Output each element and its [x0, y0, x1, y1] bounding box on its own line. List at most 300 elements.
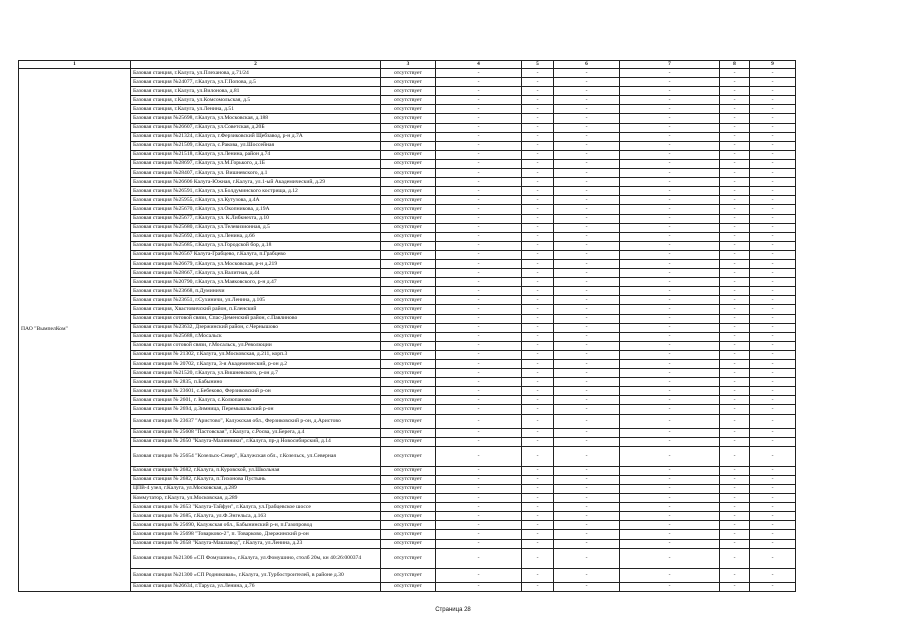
table-row [19, 178, 796, 187]
dash-cell: - [620, 428, 720, 437]
dash-cell: - [720, 568, 750, 582]
table-row [19, 350, 796, 359]
dash-cell: - [620, 278, 720, 287]
dash-cell: - [554, 123, 620, 132]
dash-cell: - [436, 428, 522, 437]
table-row [19, 196, 796, 205]
dash-cell: - [522, 178, 554, 187]
object-description: Базовая станция №21324, г.Калуга, г.Ферзиковский Щебзавод, р-н д.7А [131, 132, 381, 141]
dash-cell: - [620, 446, 720, 466]
object-description: Базовая станция №24077, г.Калуга, ул.Г.Попова, д.5 [131, 78, 381, 87]
dash-cell: - [720, 278, 750, 287]
table-row [19, 269, 796, 278]
dash-cell: - [554, 132, 620, 141]
dash-cell: - [620, 323, 720, 332]
dash-cell: - [554, 378, 620, 387]
dash-cell: - [750, 169, 796, 178]
dash-cell: - [620, 187, 720, 196]
dash-cell: - [720, 250, 750, 259]
dash-cell: - [750, 187, 796, 196]
dash-cell: - [554, 387, 620, 396]
dash-cell: - [522, 484, 554, 493]
object-description: Базовая станция №25677, г.Калуга, ул. К.Либкнехта, д.10 [131, 214, 381, 223]
dash-cell: - [554, 150, 620, 159]
dash-cell: - [620, 296, 720, 305]
dash-cell: - [436, 521, 522, 530]
dash-cell: - [436, 69, 522, 78]
dash-cell: - [522, 582, 554, 591]
table-row [19, 278, 796, 287]
status-cell: отсутствует [381, 241, 436, 250]
status-cell: отсутствует [381, 296, 436, 305]
dash-cell: - [620, 259, 720, 268]
status-cell: отсутствует [381, 132, 436, 141]
dash-cell: - [750, 378, 796, 387]
dash-cell: - [554, 178, 620, 187]
status-cell: отсутствует [381, 369, 436, 378]
dash-cell: - [522, 287, 554, 296]
dash-cell: - [750, 539, 796, 548]
object-description: Базовая станция, г.Калуга, ул.Ленина, д.51 [131, 105, 381, 114]
dash-cell: - [436, 96, 522, 105]
dash-cell: - [554, 314, 620, 323]
dash-cell: - [436, 494, 522, 503]
table-row [19, 123, 796, 132]
table-row [19, 169, 796, 178]
dash-cell: - [522, 414, 554, 428]
status-cell: отсутствует [381, 446, 436, 466]
table-row [19, 87, 796, 96]
header-cell: 8 [720, 61, 750, 69]
dash-cell: - [720, 187, 750, 196]
table-row [19, 414, 796, 428]
status-cell: отсутствует [381, 387, 436, 396]
object-description: Базовая станция №23668, п.Думиничи [131, 287, 381, 296]
dash-cell: - [750, 530, 796, 539]
object-description: Базовая станция № 25690, Калужская обл., Бабынинский р-н, п.Газопровод [131, 521, 381, 530]
object-description: Базовая станция сотовой связи, г.Мосальск, ул.Революции [131, 341, 381, 350]
dash-cell: - [750, 521, 796, 530]
dash-cell: - [620, 539, 720, 548]
object-description: Базовая станция № 25698 "Товарково-2", п. Товарково, Дзержинский р-он [131, 530, 381, 539]
dash-cell: - [522, 314, 554, 323]
dash-cell: - [720, 296, 750, 305]
status-cell: отсутствует [381, 169, 436, 178]
table-row [19, 396, 796, 405]
object-description: Базовая станция сотовой связи, Спас-Деменский район, с.Павлиново [131, 314, 381, 323]
table-row [19, 305, 796, 314]
dash-cell: - [554, 159, 620, 168]
dash-cell: - [436, 350, 522, 359]
dash-cell: - [436, 259, 522, 268]
dash-cell: - [620, 159, 720, 168]
dash-cell: - [554, 187, 620, 196]
dash-cell: - [554, 341, 620, 350]
dash-cell: - [554, 105, 620, 114]
dash-cell: - [436, 437, 522, 446]
dash-cell: - [436, 530, 522, 539]
dash-cell: - [522, 296, 554, 305]
table-row [19, 96, 796, 105]
table-row [19, 314, 796, 323]
object-description: Базовая станция №28697, г.Калуга, ул.М.Горького, д.1Б [131, 159, 381, 168]
status-cell: отсутствует [381, 360, 436, 369]
dash-cell: - [750, 105, 796, 114]
status-cell: отсутствует [381, 232, 436, 241]
dash-cell: - [720, 582, 750, 591]
dash-cell: - [522, 332, 554, 341]
status-cell: отсутствует [381, 437, 436, 446]
dash-cell: - [620, 287, 720, 296]
dash-cell: - [436, 269, 522, 278]
dash-cell: - [750, 296, 796, 305]
dash-cell: - [522, 530, 554, 539]
header-cell: 7 [620, 61, 720, 69]
dash-cell: - [522, 378, 554, 387]
status-cell: отсутствует [381, 323, 436, 332]
dash-cell: - [620, 178, 720, 187]
object-description: Базовая станция № 25654 "Козельск-Север", Калужская обл., г.Козельск, ул.Северная [131, 446, 381, 466]
table-row [19, 428, 796, 437]
status-cell: отсутствует [381, 568, 436, 582]
object-description: Базовая станция, г.Калуга, ул.Вилонова, д.81 [131, 87, 381, 96]
dash-cell: - [554, 69, 620, 78]
dash-cell: - [522, 250, 554, 259]
object-description: Базовая станция №25680, г.Калуга, ул.Телевизионная, д.5 [131, 223, 381, 232]
dash-cell: - [620, 241, 720, 250]
dash-cell: - [436, 378, 522, 387]
object-description: Базовая станция №21306 «СП Фомушино», г.Калуга, ул.Фомушино, столб 20м, кн 40:26:000374 [131, 548, 381, 568]
dash-cell: - [554, 78, 620, 87]
object-description: Базовая станция №23651, г.Сухиничи, ул.Ленина, д.105 [131, 296, 381, 305]
object-description: Коммутатор, г.Калуга, ул.Московская, д.289 [131, 494, 381, 503]
dash-cell: - [554, 475, 620, 484]
object-description: Базовая станция №26567 Калуга-Грабцево, г.Калуга, п.Грабцево [131, 250, 381, 259]
object-description: Базовая станция, Хвастовичский район, п.Еленский [131, 305, 381, 314]
dash-cell: - [750, 259, 796, 268]
dash-cell: - [436, 548, 522, 568]
object-description: Базовая станция №26606 Калуга-Южная, г.Калуга, ул.1-ый Академический, д.29 [131, 178, 381, 187]
object-description: Базовая станция №26679, г.Калуга, ул.Московская, р-н д.219 [131, 259, 381, 268]
header-cell: 4 [436, 61, 522, 69]
dash-cell: - [554, 296, 620, 305]
page-number: Страница 28 [435, 607, 471, 613]
table-row [19, 187, 796, 196]
dash-cell: - [720, 141, 750, 150]
dash-cell: - [522, 396, 554, 405]
object-description: Базовая станция № 2653 "Калуга-Тайфун", г.Калуга, ул.Грабцевское шоссе [131, 503, 381, 512]
dash-cell: - [720, 178, 750, 187]
dash-cell: - [436, 360, 522, 369]
dash-cell: - [620, 205, 720, 214]
dash-cell: - [436, 296, 522, 305]
object-description: Базовая станция №28667, г.Калуга, ул.Валитная, д.44 [131, 269, 381, 278]
dash-cell: - [750, 568, 796, 582]
dash-cell: - [522, 187, 554, 196]
dash-cell: - [522, 369, 554, 378]
dash-cell: - [720, 360, 750, 369]
object-description: Базовая станция №25685, г.Калуга, ул.Городской бор, д.18 [131, 241, 381, 250]
status-cell: отсутствует [381, 484, 436, 493]
dash-cell: - [522, 568, 554, 582]
table-row [19, 159, 796, 168]
dash-cell: - [720, 169, 750, 178]
object-description: ЦПВ-4 узел, г.Калуга, ул.Московская, д.289 [131, 484, 381, 493]
table-row [19, 521, 796, 530]
dash-cell: - [620, 223, 720, 232]
dash-cell: - [554, 250, 620, 259]
dash-cell: - [620, 269, 720, 278]
table-row [19, 387, 796, 396]
dash-cell: - [720, 232, 750, 241]
dash-cell: - [522, 341, 554, 350]
object-description: Базовая станция №23632, Дзержинский район, с.Чернышово [131, 323, 381, 332]
status-cell: отсутствует [381, 530, 436, 539]
table-row [19, 141, 796, 150]
table-row [19, 214, 796, 223]
status-cell: отсутствует [381, 512, 436, 521]
dash-cell: - [554, 232, 620, 241]
dash-cell: - [620, 87, 720, 96]
dash-cell: - [720, 521, 750, 530]
dash-cell: - [720, 87, 750, 96]
organization-cell: ПАО "ВымпелКом" [19, 69, 131, 592]
object-description: Базовая станция № 21302, г.Калуга, ул.Московская, д.211, корп.3 [131, 350, 381, 359]
status-cell: отсутствует [381, 114, 436, 123]
dash-cell: - [620, 503, 720, 512]
dash-cell: - [720, 466, 750, 475]
status-cell: отсутствует [381, 159, 436, 168]
dash-cell: - [720, 548, 750, 568]
dash-cell: - [522, 437, 554, 446]
dash-cell: - [620, 512, 720, 521]
table-row [19, 332, 796, 341]
status-cell: отсутствует [381, 539, 436, 548]
dash-cell: - [720, 428, 750, 437]
dash-cell: - [720, 105, 750, 114]
dash-cell: - [436, 114, 522, 123]
dash-cell: - [750, 437, 796, 446]
dash-cell: - [554, 405, 620, 414]
dash-cell: - [720, 350, 750, 359]
dash-cell: - [522, 305, 554, 314]
dash-cell: - [620, 548, 720, 568]
table-row [19, 369, 796, 378]
dash-cell: - [436, 314, 522, 323]
dash-cell: - [720, 223, 750, 232]
table-row [19, 539, 796, 548]
status-cell: отсутствует [381, 582, 436, 591]
dash-cell: - [436, 232, 522, 241]
header-cell: 9 [750, 61, 796, 69]
table-row [19, 360, 796, 369]
dash-cell: - [720, 241, 750, 250]
dash-cell: - [620, 396, 720, 405]
dash-cell: - [620, 250, 720, 259]
status-cell: отсутствует [381, 414, 436, 428]
object-description: Базовая станция № 2658 "Калуга-Машзавод", г.Калуга, ул.Ленина, д.23 [131, 539, 381, 548]
object-description: Базовая станция, г.Калуга, ул.Комсомольская, д.5 [131, 96, 381, 105]
dash-cell: - [522, 205, 554, 214]
dash-cell: - [750, 214, 796, 223]
object-description: Базовая станция № 2682, г.Калуга, п.Куровской, ул.Школьная [131, 466, 381, 475]
dash-cell: - [554, 332, 620, 341]
header-row [19, 61, 796, 69]
dash-cell: - [554, 512, 620, 521]
dash-cell: - [554, 437, 620, 446]
dash-cell: - [436, 159, 522, 168]
status-cell: отсутствует [381, 466, 436, 475]
dash-cell: - [620, 114, 720, 123]
dash-cell: - [522, 503, 554, 512]
dash-cell: - [522, 475, 554, 484]
dash-cell: - [750, 287, 796, 296]
dash-cell: - [620, 475, 720, 484]
dash-cell: - [436, 214, 522, 223]
dash-cell: - [750, 350, 796, 359]
object-description: Базовая станция №21520, г.Калуга, ул.Вишневского, р-он д.7 [131, 369, 381, 378]
dash-cell: - [522, 521, 554, 530]
table-row [19, 530, 796, 539]
dash-cell: - [620, 69, 720, 78]
dash-cell: - [522, 405, 554, 414]
dash-cell: - [554, 269, 620, 278]
dash-cell: - [554, 278, 620, 287]
dash-cell: - [750, 196, 796, 205]
status-cell: отсутствует [381, 87, 436, 96]
status-cell: отсутствует [381, 78, 436, 87]
dash-cell: - [522, 350, 554, 359]
dash-cell: - [750, 223, 796, 232]
dash-cell: - [522, 539, 554, 548]
dash-cell: - [554, 323, 620, 332]
dash-cell: - [620, 530, 720, 539]
dash-cell: - [750, 446, 796, 466]
dash-cell: - [522, 123, 554, 132]
dash-cell: - [522, 159, 554, 168]
dash-cell: - [720, 369, 750, 378]
dash-cell: - [620, 484, 720, 493]
dash-cell: - [750, 241, 796, 250]
dash-cell: - [620, 169, 720, 178]
dash-cell: - [436, 187, 522, 196]
dash-cell: - [620, 341, 720, 350]
dash-cell: - [720, 114, 750, 123]
dash-cell: - [750, 305, 796, 314]
dash-cell: - [750, 387, 796, 396]
dash-cell: - [554, 287, 620, 296]
table-row [19, 259, 796, 268]
dash-cell: - [720, 78, 750, 87]
dash-cell: - [522, 387, 554, 396]
table-row [19, 323, 796, 332]
dash-cell: - [720, 259, 750, 268]
table-row [19, 287, 796, 296]
dash-cell: - [554, 214, 620, 223]
dash-cell: - [750, 332, 796, 341]
table-row [19, 132, 796, 141]
dash-cell: - [620, 369, 720, 378]
dash-cell: - [522, 512, 554, 521]
dash-cell: - [720, 196, 750, 205]
dash-cell: - [522, 428, 554, 437]
dash-cell: - [436, 323, 522, 332]
dash-cell: - [554, 428, 620, 437]
object-description: Базовая станция № 20702, г.Калуга, 3-я Академический, р-он д.2 [131, 360, 381, 369]
dash-cell: - [554, 414, 620, 428]
dash-cell: - [720, 437, 750, 446]
table-row [19, 150, 796, 159]
dash-cell: - [436, 141, 522, 150]
table-row [19, 378, 796, 387]
dash-cell: - [750, 150, 796, 159]
dash-cell: - [522, 278, 554, 287]
dash-cell: - [522, 105, 554, 114]
dash-cell: - [436, 446, 522, 466]
dash-cell: - [750, 414, 796, 428]
status-cell: отсутствует [381, 314, 436, 323]
status-cell: отсутствует [381, 223, 436, 232]
table-row [19, 405, 796, 414]
dash-cell: - [620, 387, 720, 396]
table-row [19, 296, 796, 305]
dash-cell: - [436, 287, 522, 296]
dash-cell: - [522, 269, 554, 278]
table-row [19, 582, 796, 591]
dash-cell: - [522, 214, 554, 223]
dash-cell: - [720, 341, 750, 350]
table-row [19, 568, 796, 582]
dash-cell: - [436, 503, 522, 512]
dash-cell: - [750, 114, 796, 123]
dash-cell: - [436, 405, 522, 414]
dash-cell: - [720, 123, 750, 132]
dash-cell: - [554, 446, 620, 466]
dash-cell: - [436, 196, 522, 205]
dash-cell: - [620, 437, 720, 446]
table-row [19, 503, 796, 512]
status-cell: отсутствует [381, 105, 436, 114]
dash-cell: - [750, 360, 796, 369]
status-cell: отсутствует [381, 475, 436, 484]
object-description: Базовая станция №26634, г.Таруса, ул.Ленина, д.76 [131, 582, 381, 591]
dash-cell: - [720, 503, 750, 512]
dash-cell: - [620, 141, 720, 150]
dash-cell: - [554, 259, 620, 268]
table-row [19, 494, 796, 503]
dash-cell: - [554, 548, 620, 568]
dash-cell: - [522, 323, 554, 332]
dash-cell: - [750, 548, 796, 568]
status-cell: отсутствует [381, 96, 436, 105]
dash-cell: - [620, 378, 720, 387]
status-cell: отсутствует [381, 503, 436, 512]
table-row [19, 69, 796, 78]
object-description: Базовая станция №21509, г.Калуга, с.Ракова, ул.Шоссейная [131, 141, 381, 150]
dash-cell: - [620, 105, 720, 114]
dash-cell: - [436, 332, 522, 341]
header-cell: 3 [381, 61, 436, 69]
status-cell: отсутствует [381, 141, 436, 150]
dash-cell: - [750, 123, 796, 132]
dash-cell: - [750, 141, 796, 150]
dash-cell: - [720, 150, 750, 159]
dash-cell: - [436, 223, 522, 232]
status-cell: отсутствует [381, 378, 436, 387]
dash-cell: - [554, 521, 620, 530]
table-row [19, 475, 796, 484]
dash-cell: - [436, 582, 522, 591]
